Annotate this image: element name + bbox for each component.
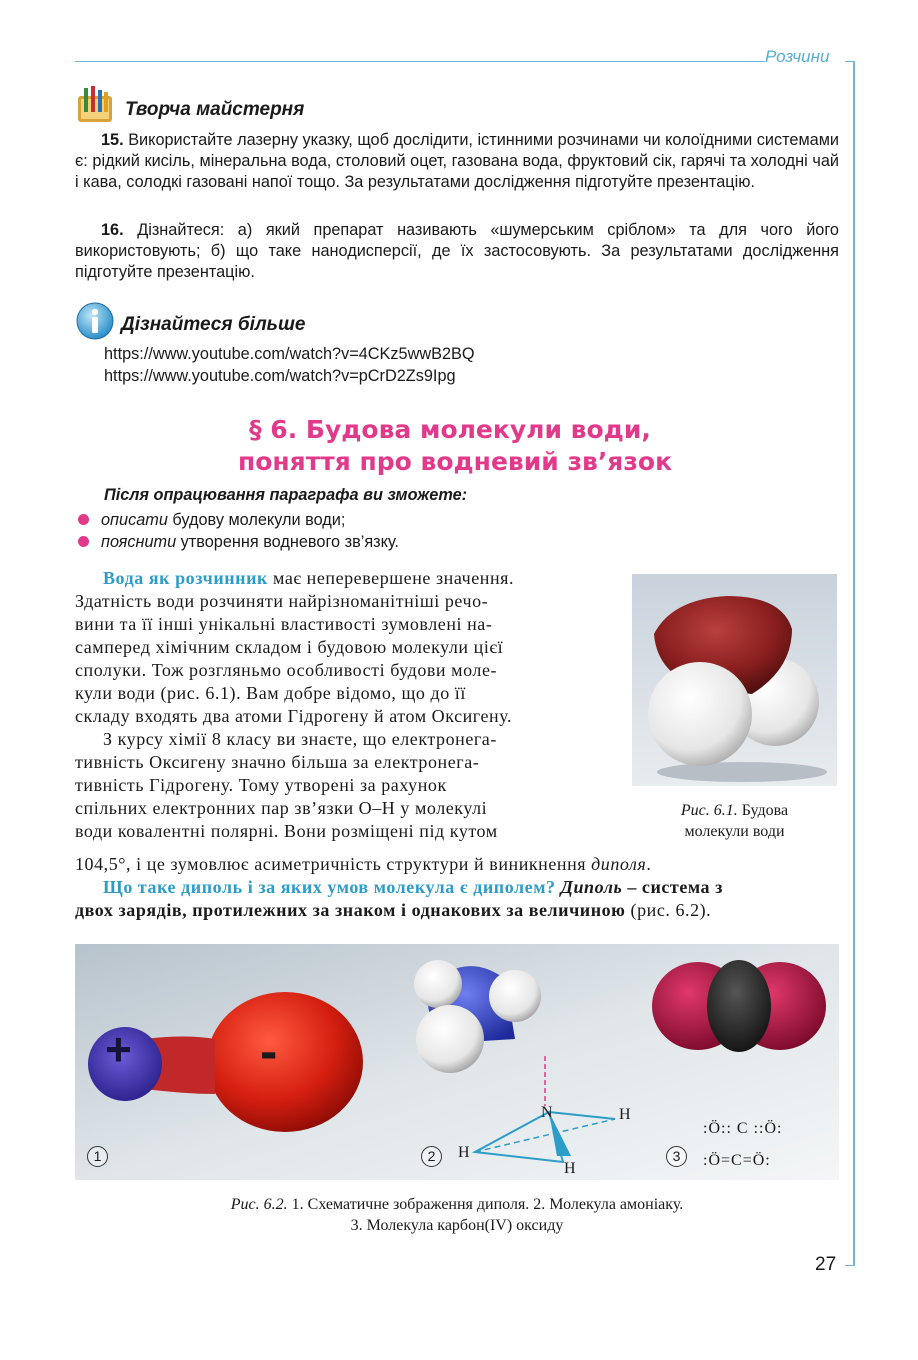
figure-marker-1 — [87, 1146, 108, 1167]
water-molecule-figure — [632, 574, 837, 786]
dipole-definition: двох зарядів, протилежних за знаком і однакових за величиною — [75, 900, 626, 920]
co2-lewis-structure-2: :Ö=C=Ö: — [703, 1152, 771, 1169]
creative-workshop-icon — [76, 86, 114, 124]
dipole-question: Що таке диполь і за яких умов молекула є диполем? — [103, 877, 556, 897]
dipole-definition: – система з — [622, 877, 723, 897]
figure-6-2-caption — [75, 1194, 839, 1236]
co2-lewis-structure-1: :Ö:: C ::Ö: — [703, 1120, 783, 1137]
figure-reference: (рис. 6.2). — [625, 900, 712, 920]
atom-h: H — [564, 1160, 576, 1177]
term-water-solvent: Вода як розчинник — [103, 568, 268, 588]
paragraph-title-line-2: поняття про водневий зв’язок — [237, 447, 673, 476]
bullet-dot — [78, 536, 89, 547]
running-head: Розчини — [765, 47, 830, 66]
text-line: вини та її інші унікальні властивості зумовлені на- — [75, 614, 493, 634]
goal-verb: пояснити — [101, 533, 177, 551]
paragraph-dipole — [75, 853, 839, 922]
learning-outcomes-heading: Після опрацювання параграфа ви зможете: — [104, 486, 468, 504]
atom-h: H — [458, 1144, 470, 1161]
text-line: сполуки. Тож розгляньмо особливості будови моле- — [75, 660, 498, 680]
task-15-number: 15. — [101, 131, 124, 149]
caption-text: 3. Молекула карбон(IV) оксиду — [350, 1217, 564, 1234]
goal-item — [78, 532, 399, 553]
paragraph-title-line-1: § 6. Будова молекули води, — [249, 415, 651, 444]
marker-label: 1 — [87, 1146, 108, 1167]
figure-6-2-label: Рис. 6.2. — [230, 1196, 288, 1213]
caption-text: молекули води — [684, 823, 785, 840]
figure-marker-3 — [666, 1146, 687, 1167]
figure-6-2-panel — [75, 944, 839, 1180]
atom-n: N — [541, 1104, 553, 1121]
text-line: самперед хімічним складом і будовою молекули цієї — [75, 637, 504, 657]
info-icon — [76, 302, 114, 340]
bullet-dot — [78, 514, 89, 525]
goal-text: утворення водневого зв’язку. — [176, 533, 399, 551]
task-16-text: Дізнайтеся: а) який препарат називають «шумерським сріблом» та для чого його використовують; б) що таке нанодисперсії, де їх застосовують. За результатами дослідження підготуйте презентацію. — [75, 221, 839, 281]
text-line: кули води (рис. 6.1). Вам добре відомо, що до її — [75, 683, 466, 703]
task-15 — [75, 130, 839, 193]
text-line: тивність Гідрогену. Тому утворені за рахунок — [75, 775, 447, 795]
caption-text: Будова — [737, 802, 789, 819]
creative-workshop-title: Творча майстерня — [125, 99, 305, 120]
text-line: тивність Оксигену значно більша за електронега- — [75, 752, 480, 772]
text-punct: . — [646, 854, 652, 874]
text-line: Здатність води розчиняти найрізноманітніші речо- — [75, 591, 489, 611]
plus-sign: + — [105, 1023, 132, 1075]
page-number: 27 — [815, 1254, 837, 1275]
figure-marker-2 — [421, 1146, 442, 1167]
goal-text: будову молекули води; — [167, 511, 346, 529]
text-line: води ковалентні полярні. Вони розміщені під кутом — [75, 821, 498, 841]
text-line: має неперевершене значення. — [267, 568, 515, 588]
youtube-link-1[interactable]: https://www.youtube.com/watch?v=4CKz5wwB2BQ — [104, 345, 475, 363]
marker-label: 3 — [666, 1146, 687, 1167]
text-line: 104,5°, і це зумовлює асиметричність структури й виникнення — [75, 854, 592, 874]
text-line: З курсу хімії 8 класу ви знаєте, що електронега- — [103, 729, 497, 749]
figure-6-1-caption — [632, 800, 837, 842]
header-rule — [75, 61, 765, 62]
task-16 — [75, 220, 839, 283]
minus-sign: - — [260, 1023, 278, 1081]
term-dipole: Диполь — [560, 877, 623, 897]
term-dipole-italic: диполя — [591, 854, 647, 874]
caption-text: 1. Схематичне зображення диполя. 2. Молекула амоніаку. — [287, 1196, 684, 1213]
task-15-text: Використайте лазерну указку, щоб дослідити, істинними розчинами чи колоїдними системами є: рідкий кисіль, мінеральна вода, столовий оцет, газована вода, фруктовий сік, гарячі та холодні чай і кава, солодкі газовані напої тощо. За результатами дослідження підготуйте презентацію. — [75, 131, 840, 191]
learn-more-title: Дізнайтеся більше — [121, 314, 306, 335]
atom-h: H — [619, 1106, 631, 1123]
goal-verb: описати — [101, 511, 168, 529]
marker-label: 2 — [421, 1146, 442, 1167]
text-line: складу входять два атоми Гідрогену й атом Оксигену. — [75, 706, 513, 726]
footer-tick — [845, 1265, 855, 1266]
youtube-link-2[interactable]: https://www.youtube.com/watch?v=pCrD2Zs9Ipg — [104, 367, 456, 385]
figure-6-1-label: Рис. 6.1. — [680, 802, 738, 819]
goal-item — [78, 510, 345, 531]
paragraph-water-solvent — [75, 567, 609, 843]
task-16-number: 16. — [101, 221, 124, 239]
margin-rule — [853, 61, 855, 1265]
text-line: спільних електронних пар зв’язки О–Н у молекулі — [75, 798, 488, 818]
